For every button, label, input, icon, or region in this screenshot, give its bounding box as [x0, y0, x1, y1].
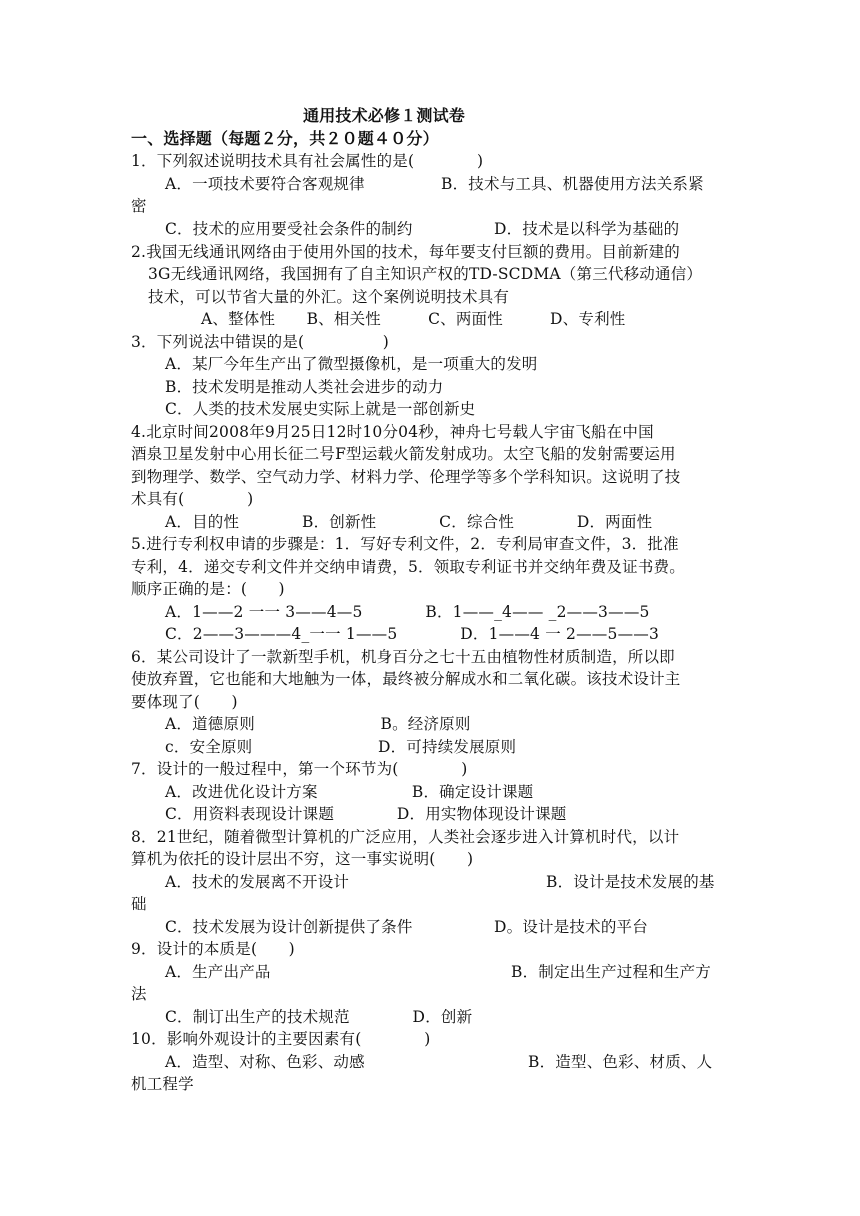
q1-stem: 1．下列叙述说明技术具有社会属性的是( )	[131, 152, 484, 170]
q6-line-1: 6．某公司设计了一款新型手机，机身百分之七十五由植物性材质制造，所以即	[131, 648, 675, 666]
q3-stem: 3．下列说法中错误的是( )	[131, 333, 390, 351]
q5-options-cd: C．2——3———4_一一 1——5 D．1——4 一 2——5——3	[165, 625, 660, 643]
q6-line-2: 使放弃置，它也能和大地触为一体，最终被分解成水和二氧化碳。该技术设计主	[131, 670, 681, 688]
q8-option-a: A．技术的发展离不开设计	[165, 873, 350, 891]
q10-option-b: B．造型、色彩、材质、人	[528, 1053, 713, 1071]
q10-stem: 10．影响外观设计的主要因素有( )	[131, 1030, 431, 1048]
q9-options-cd: C．制订出生产的技术规范 D．创新	[165, 1008, 473, 1026]
q1-option-b-wrap: 密	[131, 197, 147, 215]
q1-option-d: D．技术是以科学为基础的	[494, 220, 680, 238]
q6-options-cd: c．安全原则 D．可持续发展原则	[165, 738, 517, 756]
q1-option-b: B．技术与工具、机器使用方法关系紧	[441, 175, 704, 193]
q4-line-2: 酒泉卫星发射中心用长征二号F型运载火箭发射成功。太空飞船的发射需要运用	[131, 445, 676, 463]
q2-line-2: 3G无线通讯网络，我国拥有了自主知识产权的TD-SCDMA（第三代移动通信）	[148, 265, 703, 283]
q5-line-2: 专利，4．递交专利文件并交纳申请费，5．领取专利证书并交纳年费及证书费。	[131, 558, 685, 576]
section-heading: 一、选择题（每题２分，共２０题４０分）	[131, 129, 439, 148]
q2-line-3: 技术，可以节省大量的外汇。这个案例说明技术具有	[148, 288, 510, 306]
q4-line-3: 到物理学、数学、空气动力学、材料力学、伦理学等多个学科知识。这说明了技	[131, 468, 681, 486]
q2-line-1: 2.我国无线通讯网络由于使用外国的技术，每年要支付巨额的费用。目前新建的	[131, 243, 680, 261]
q4-line-4: 术具有( )	[131, 490, 254, 508]
q1-option-c: C．技术的应用要受社会条件的制约	[165, 220, 413, 238]
q8-line-1: 8．21世纪，随着微型计算机的广泛应用，人类社会逐步进入计算机时代，以计	[131, 828, 680, 846]
q8-option-d: D。设计是技术的平台	[494, 918, 648, 936]
q7-options-ab: A．改进优化设计方案 B．确定设计课题	[165, 783, 534, 801]
q8-option-c: C．技术发展为设计创新提供了条件	[165, 918, 413, 936]
q4-options: A．目的性 B．创新性 C．综合性 D．两面性	[165, 513, 653, 531]
q1-option-a: A．一项技术要符合客观规律	[165, 175, 365, 193]
q9-stem: 9．设计的本质是( )	[131, 940, 295, 958]
q10-option-b-wrap: 机工程学	[131, 1075, 194, 1093]
q8-line-2: 算机为依托的设计层出不穷，这一事实说明( )	[131, 850, 474, 868]
q5-line-3: 顺序正确的是：( )	[131, 580, 285, 598]
q9-option-b-wrap: 法	[131, 985, 147, 1003]
q3-option-c: C．人类的技术发展史实际上就是一部创新史	[165, 400, 476, 418]
q8-option-b: B．设计是技术发展的基	[546, 873, 715, 891]
q6-line-3: 要体现了( )	[131, 693, 238, 711]
q3-option-b: B．技术发明是推动人类社会进步的动力	[165, 378, 444, 396]
q4-line-1: 4.北京时间2008年9月25日12时10分04秒，神舟七号载人宇宙飞船在中国	[131, 423, 654, 441]
q9-option-a: A．生产出产品	[165, 963, 271, 981]
q7-options-cd: C．用资料表现设计课题 D．用实物体现设计课题	[165, 805, 567, 823]
q8-option-b-wrap: 础	[131, 895, 147, 913]
q6-options-ab: A．道德原则 B。经济原则	[165, 715, 471, 733]
q9-option-b: B．制定出生产过程和生产方	[511, 963, 711, 981]
q10-option-a: A．造型、对称、色彩、动感	[165, 1053, 365, 1071]
q7-stem: 7．设计的一般过程中，第一个环节为( )	[131, 760, 468, 778]
q5-options-ab: A．1——2 一一 3——4—5 B．1——_4—— _2——3——5	[165, 603, 650, 621]
q2-options: A、整体性 B、相关性 C、两面性 D、专利性	[201, 310, 626, 328]
q5-line-1: 5.进行专利权申请的步骤是：1．写好专利文件，2．专利局审查文件，3．批准	[131, 535, 679, 553]
page-title: 通用技术必修１测试卷	[303, 106, 466, 125]
q3-option-a: A．某厂今年生产出了微型摄像机，是一项重大的发明	[165, 355, 538, 373]
